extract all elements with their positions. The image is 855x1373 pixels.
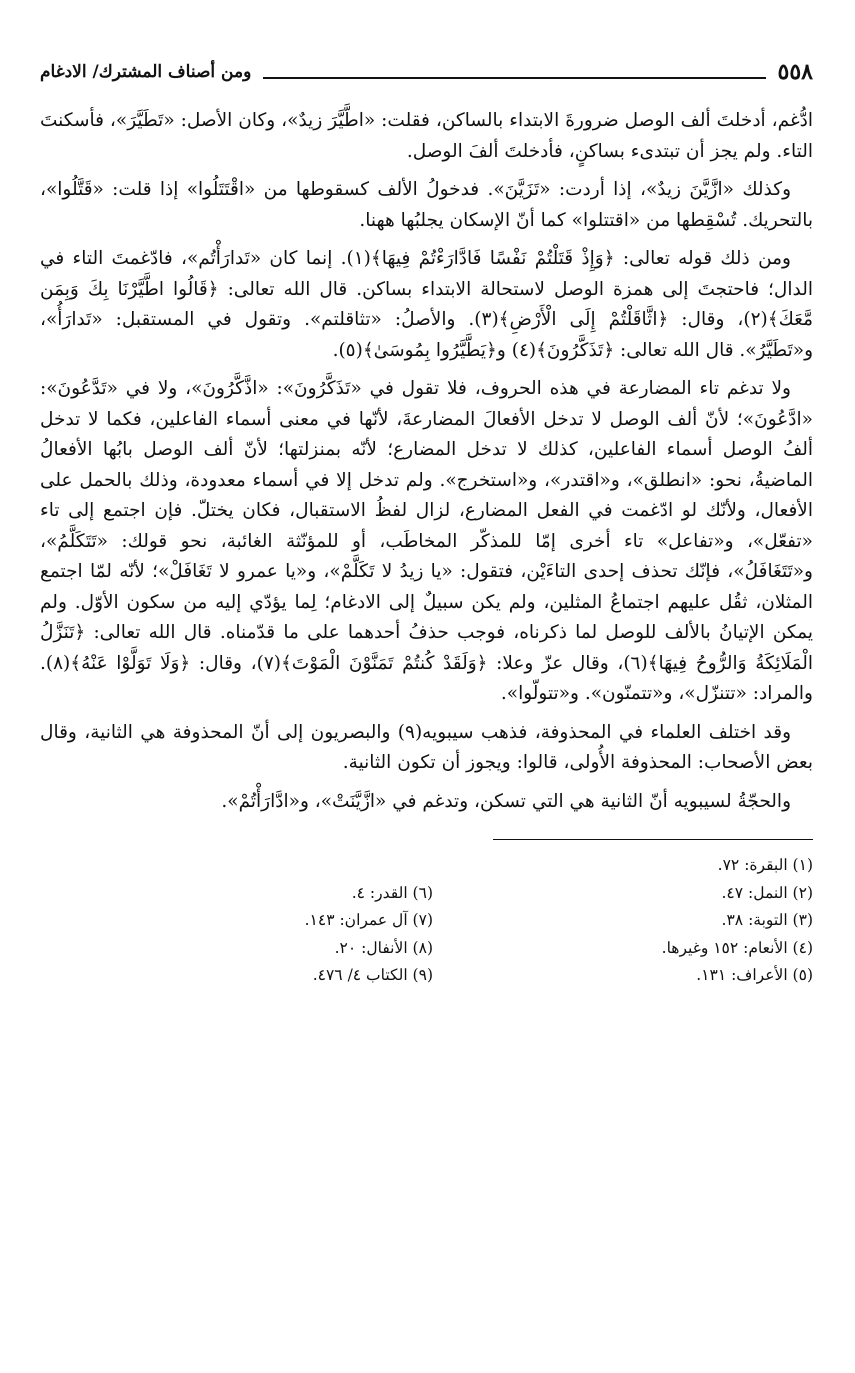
footnote: (١) البقرة: ٧٢. [717,856,813,874]
paragraph: والحجّةُ لسيبويه أنّ الثانية هي التي تسكن، وتدغم في «ازَّيَّنَتْ»، و«ادَّارَأْتُمْ». [221,790,791,812]
paragraph: وقد اختلف العلماء في المحذوفة، فذهب سيبويه(٩) والبصريون إلى أنّ المحذوفة هي الثانية، وقال بعض الأصحاب: المحذوفة الأُولى، قالوا: ويجوز أن تكون الثانية. [40,721,813,773]
footnote: (٣) التوبة: ٣٨. [721,911,813,929]
footnote-column-left [53,852,433,990]
footnote: (٧) آل عمران: ١٤٣. [304,911,433,929]
section-title: ومن أصناف المشترك/ الادغام [40,62,252,82]
header-rule [263,77,765,79]
paragraph: وكذلك «ازَّيَّنَ زيدٌ»، إذا أردت: «تَزَيَّنَ». فدخولُ الألف كسقوطها من «اقْتَتَلُوا» إذا قلت: «قَتَّلُوا»، بالتحريك. تُسْقِطها من «اقتتلوا» كما أنّ الإسكان يجلبُها ههنا. [40,179,813,231]
main-text [40,106,813,817]
paragraph: ولا تدغم تاء المضارعة في هذه الحروف، فلا تقول في «تَذَكَّرُونَ»: «اذَّكَّرُونَ»، ولا في «تَدَّعُونَ»: «ادَّعُونَ»؛ لأنّ ألف الوصل لا تدخل الأفعالَ المضارعةَ، لأنّها في معنى أسماء الفاعلين، فكما لا تدخل ألفُ الوصل أسماء الفاعلين، كذلك لا تدخل المضارع؛ لأنّه بمنزلتها؛ لأنّ ألف الوصل بابُها الأفعالُ الماضيةُ، نحو: «انطلق»، و«اقتدر»، و«استخرج». ولم تدخل إلا في أسماء معدودة، وذلك بالحمل على الأفعال، ولأنّك لو ادّغمت في الفعل المضارع، لزال لفظُ الاستقبال، فكان يختلّ. فإن اجتمع إلى تاء «تفعّل»، و«تفاعل» تاء أخرى إمّا للمذكّر المخاطَب، أو للمؤنّثة الغائبة، نحو قولك: «تَتَكَلَّمُ»، و«تَتَغَافَلُ»، فإنّك تحذف إحدى التاءَيْن، فتقول: «يا زيدُ لا تَكَلَّمْ»، و«يا عمرو لا تَغَافَلْ»؛ لأنّه لمّا اجتمع المثلان، ثقُل عليهم اجتماعُ المثلين، ولم يكن سبيلٌ إلى الادغام؛ لِما يؤدّي إليه من سكون الأوّل. ولم يمكن الإتيانُ بالألف للوصل لما ذكرناه، فوجب حذفُ أحدهما على ما قدّمناه. قال الله تعالى: ﴿تَنَزَّلُ الْمَلَائِكَةُ وَالرُّوحُ فِيهَا﴾(٦)، وقال عزّ وعلا: ﴿وَلَقَدْ كُنتُمْ تَمَنَّوْنَ الْمَوْتَ﴾(٧)، وقال: ﴿وَلَا تَوَلَّوْا عَنْهُ﴾(٨). والمراد: «تتنزّل»، و«تتمنّون». و«تتولّوا». [40,378,813,704]
footnote-rule [493,839,813,840]
footnotes [40,852,813,990]
footnote: (٥) الأعراف: ١٣١. [696,966,813,984]
footnote: (٨) الأنفال: ٢٠. [334,938,433,957]
footnote-column-right [433,852,813,990]
paragraph: ادُّغم، أدخلتَ ألف الوصل ضرورةَ الابتداء بالساكن، فقلت: «اطَّيَّرَ زيدٌ»، وكان الأصل: «تَطَيَّرَ»، فأسكنتَ التاء. ولم يجز أن تبتدىء بساكنٍ، فأدخلتَ ألفَ الوصل. [40,110,813,162]
page-number: ٥٥٨ [777,59,813,85]
footnote: (٩) الكتاب ٤/ ٤٧٦. [312,966,433,984]
footnote: (٦) القدر: ٤. [351,883,433,902]
paragraph: ومن ذلك قوله تعالى: ﴿وَإِذْ قَتَلْتُمْ نَفْسًا فَادَّارَءْتُمْ فِيهَا﴾(١). إنما كان «تَدارَأْتُم»، فادّغمتَ التاء في الدال؛ فاحتجتَ إلى همزة الوصل لاستحالة الابتداء بساكن. قال الله تعالى: ﴿قَالُوا اطَّيَّرْنَا بِكَ وَبِمَن مَّعَكَ﴾(٢)، وقال: ﴿اثَّاقَلْتُمْ إِلَى الْأَرْضِ﴾(٣). والأصلُ: «تثاقلتم». وتقول في المستقبل: «تَدارَأُ»، و«تَطَيَّرُ». قال الله تعالى: ﴿تَذَكَّرُونَ﴾(٤) و﴿يَطَّيَّرُوا بِمُوسَىٰ﴾(٥). [40,248,813,361]
footnote: (٢) النمل: ٤٧. [721,883,813,902]
running-head [40,52,813,92]
footnote: (٤) الأنعام: ١٥٢ وغيرها. [661,938,813,957]
